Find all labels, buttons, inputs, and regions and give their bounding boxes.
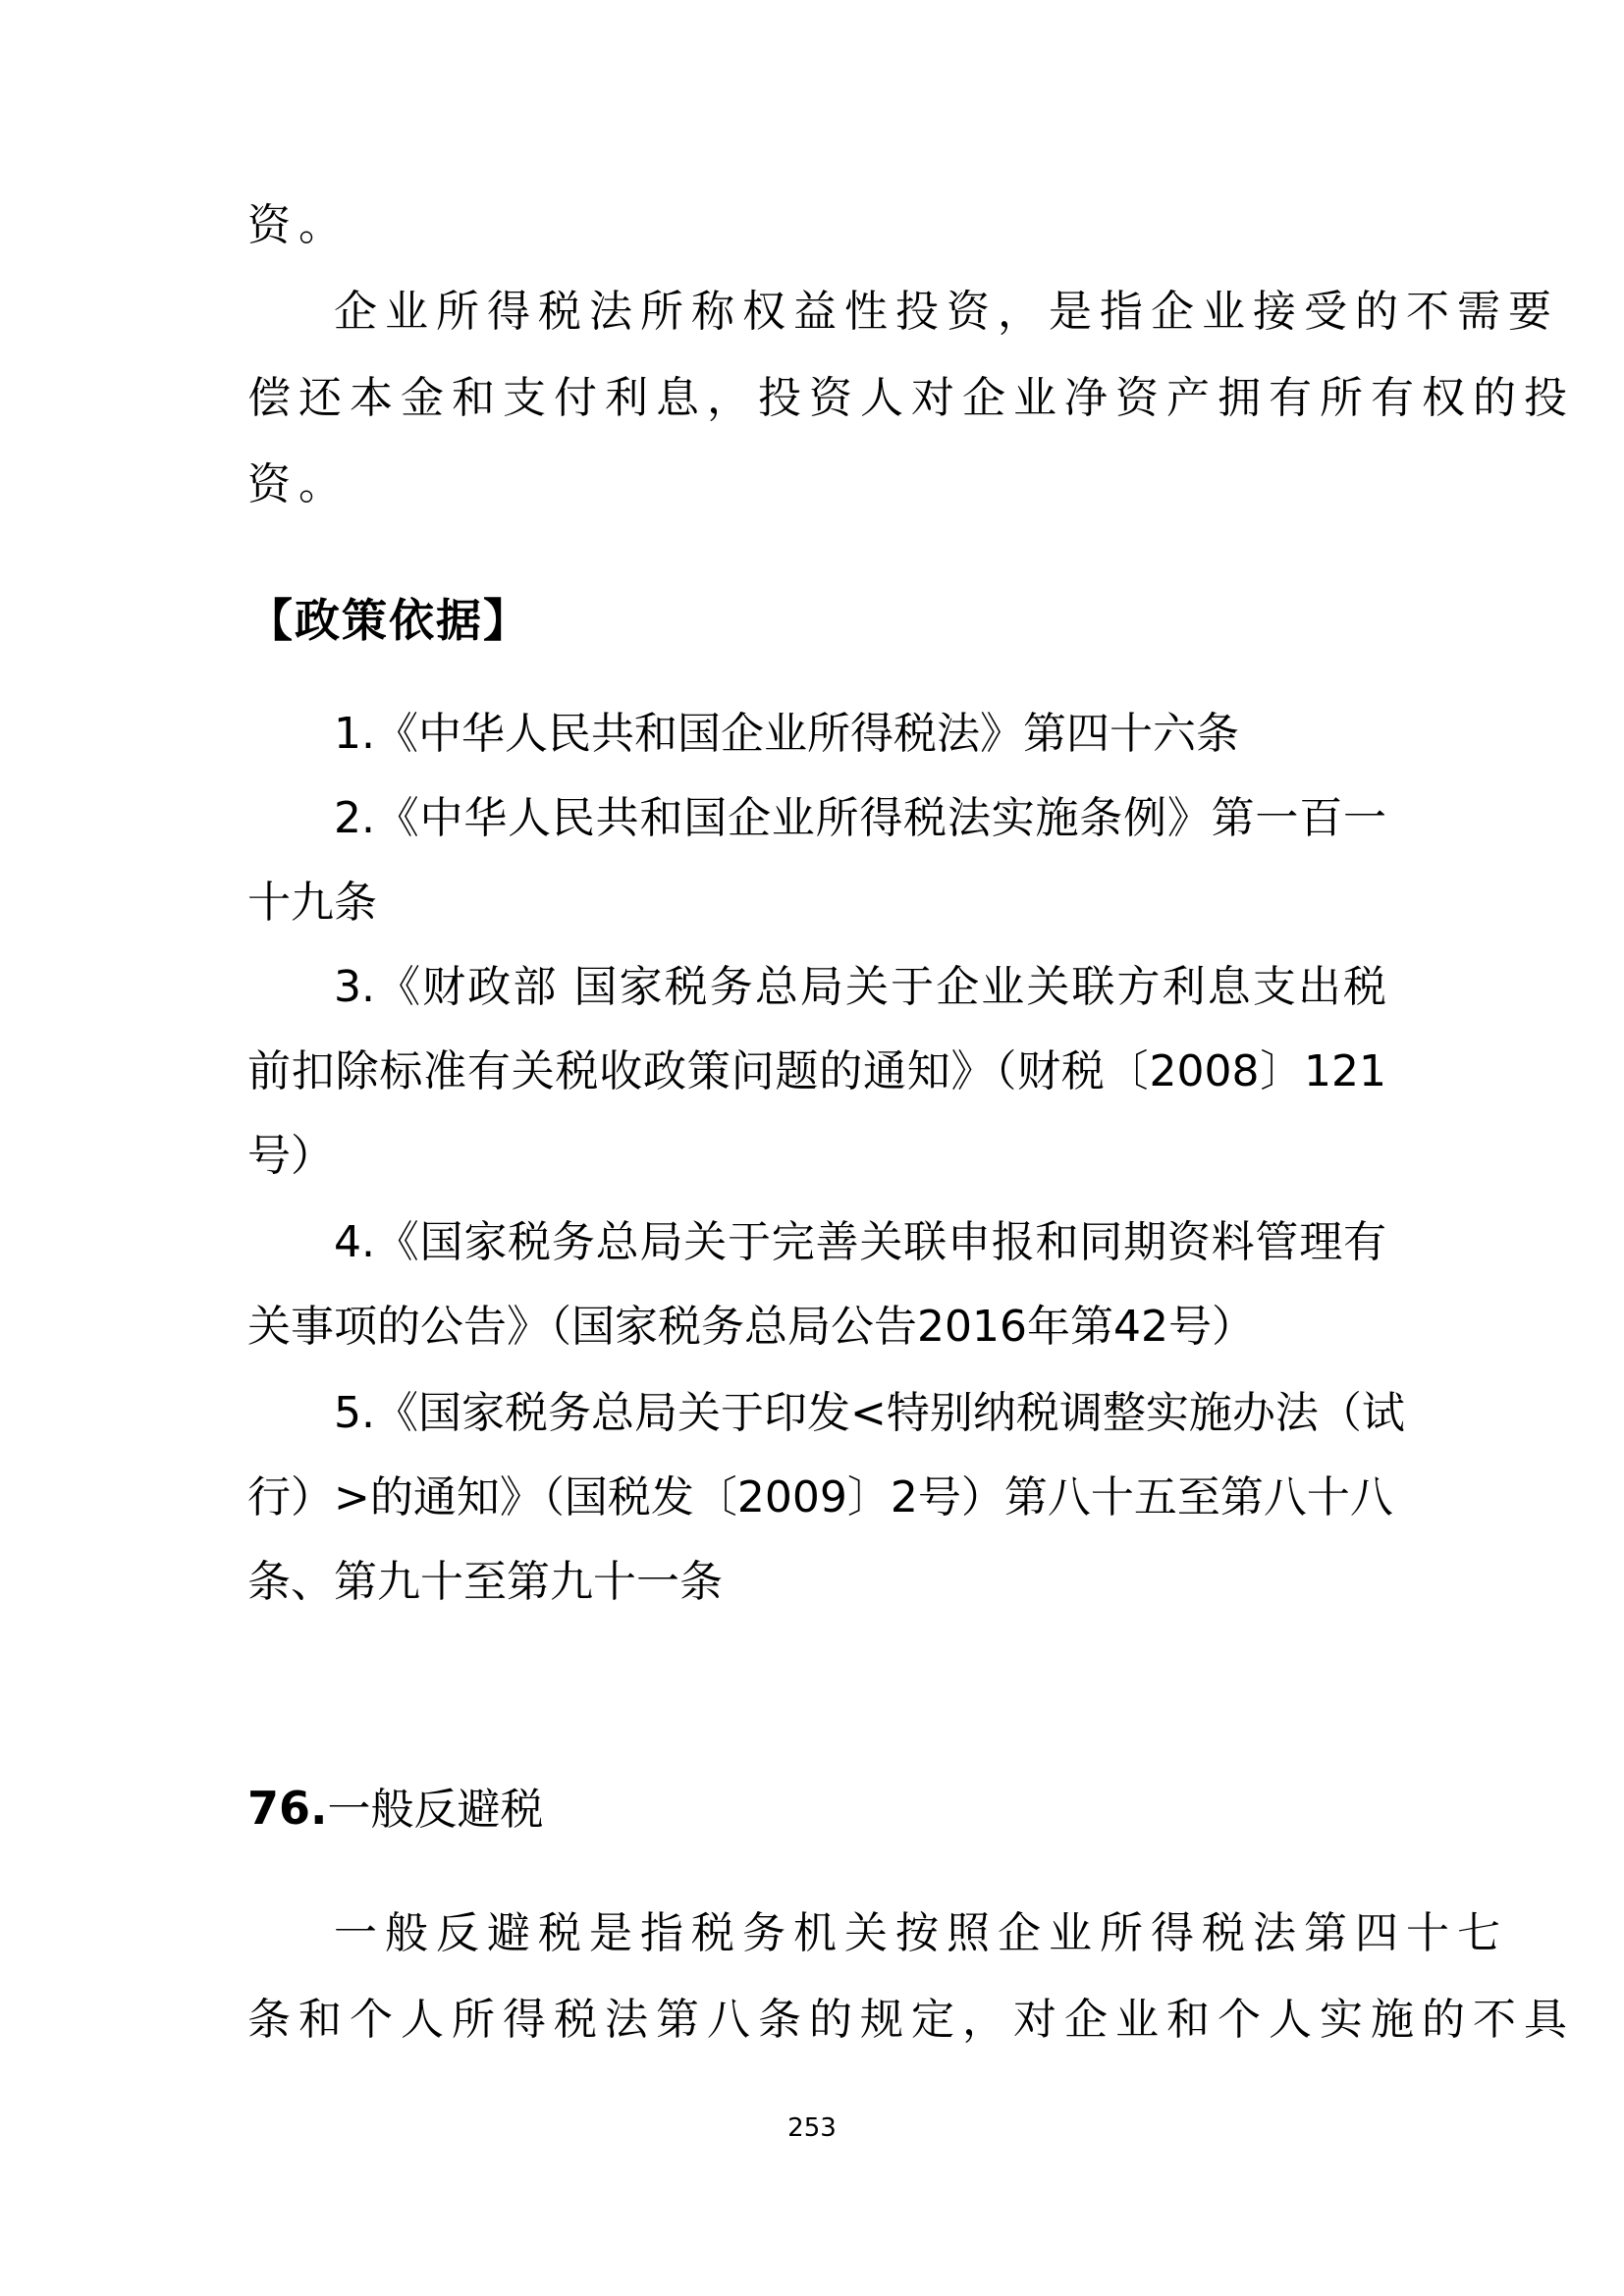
policy-item: 1.《中华人民共和国企业所得税法》第四十六条	[334, 709, 1239, 759]
policy-item-continuation: 十九条	[247, 878, 377, 928]
policy-item-continuation: 关事项的公告》（国家税务总局公告2016年第42号）	[247, 1302, 1255, 1352]
paragraph-line: 一般反避税是指税务机关按照企业所得税法第四十七	[334, 1908, 1508, 1958]
page-number: 253	[787, 2113, 837, 2143]
policy-item-continuation: 条、第九十至第九十一条	[247, 1557, 723, 1607]
policy-item-continuation: 前扣除标准有关税收政策问题的通知》（财税〔2008〕121	[247, 1046, 1386, 1096]
section-number: 76.	[247, 1782, 328, 1835]
policy-item: 3.《财政部 国家税务总局关于企业关联方利息支出税	[334, 962, 1386, 1012]
paragraph-line: 偿还本金和支付利息，投资人对企业净资产拥有所有权的投	[247, 373, 1575, 423]
policy-item: 4.《国家税务总局关于完善关联申报和同期资料管理有	[334, 1217, 1386, 1267]
paragraph-continuation: 资。	[247, 200, 350, 250]
policy-basis-heading: 【政策依据】	[247, 594, 530, 647]
section-heading	[247, 1779, 544, 1840]
paragraph-line: 条和个人所得税法第八条的规定，对企业和个人实施的不具	[247, 1995, 1575, 2045]
paragraph-line: 企业所得税法所称权益性投资，是指企业接受的不需要	[334, 287, 1559, 337]
section-title: 一般反避税	[327, 1785, 544, 1835]
policy-item: 2.《中华人民共和国企业所得税法实施条例》第一百一	[334, 793, 1386, 843]
policy-item-continuation: 号）	[247, 1131, 334, 1181]
policy-item: 5.《国家税务总局关于印发<特别纳税调整实施办法（试	[334, 1388, 1405, 1438]
paragraph-line: 资。	[247, 459, 350, 509]
policy-item-continuation: 行）>的通知》（国税发〔2009〕2号）第八十五至第八十八	[247, 1472, 1393, 1522]
